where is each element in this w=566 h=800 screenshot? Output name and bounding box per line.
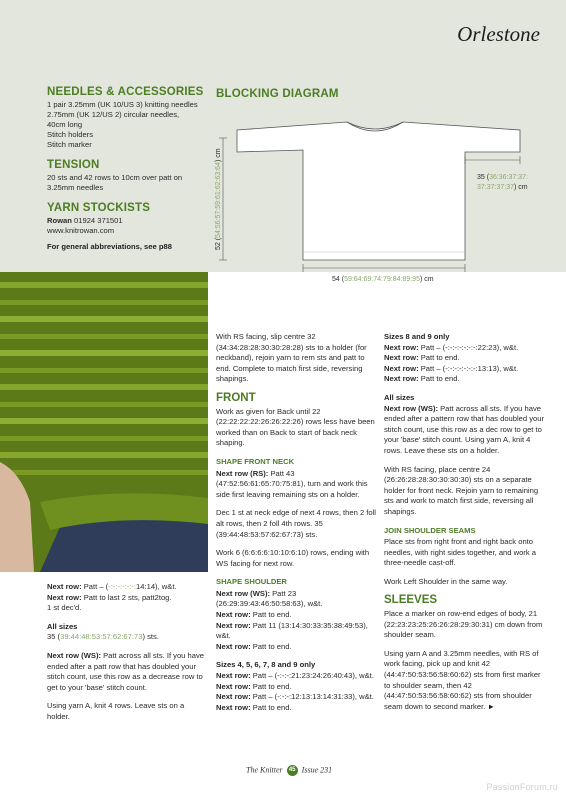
page-footer — [246, 765, 332, 776]
width-label: 54 (59:64:69:74:79:84:89:95) cm — [332, 276, 434, 283]
instruction-block: Using yarn A, knit 4 rows. Leave sts on a holder. — [47, 701, 185, 721]
yarn-phone: 01924 371501 — [74, 216, 123, 225]
watermark: PassionForum.ru — [486, 782, 558, 792]
blocking-diagram-heading: BLOCKING DIAGRAM — [216, 88, 339, 100]
instruction-block: Next row (RS): Patt 43 (47:52:56:61:65:70:75:81), turn and work this side first leaving remaining sts on a holder. — [216, 468, 368, 499]
tension-line: 3.25mm needles — [47, 183, 104, 192]
column-1 — [47, 582, 207, 731]
instruction-block: Next row (WS): Patt across all sts. If you have ended after a patt row that has doubled your stitch count, use this row as a decrease row to get to your 'base' stitch count. — [47, 650, 204, 692]
join-shoulder-heading: JOIN SHOULDER SEAMS — [384, 525, 476, 535]
instruction-block: Next row (WS): Patt 23 (26:29:39:43:46:50:58:63), w&t. Next row: Patt to end. Next row: Patt 11 (13:14:30:33:35:38:49:53), w&t. Next row: Patt to end. — [216, 588, 368, 651]
issue-number: Issue 231 — [301, 765, 333, 775]
instruction-block: Place a marker on row-end edges of body, 21 (22:23:23:25:26:26:28:29:30:31) cm down from shoulder seam. — [384, 609, 543, 640]
needles-line: 1 pair 3.25mm (UK 10/US 3) knitting needles — [47, 100, 198, 109]
instruction-block: Work Left Shoulder in the same way. — [384, 576, 508, 586]
front-heading: FRONT — [216, 391, 256, 404]
column-3 — [384, 332, 544, 720]
instruction-block: Using yarn A and 3.25mm needles, with RS of work facing, pick up and knit 42 (44:47:50:53:56:58:60:62) sts from first marker to shoulder seam, then 42 (44:47:50:53:56:58:60:62) sts from shoulder seam down to second marker. ► — [384, 648, 541, 711]
height-label: 52 (54:56:57:59:61:62:63:64) cm — [215, 148, 222, 250]
sweater-photo — [0, 272, 208, 572]
needles-line: 40cm long — [47, 120, 83, 129]
sleeve-label: 35 (36:36:37:37: — [477, 174, 528, 181]
yarn-section — [47, 202, 212, 251]
instruction-block: Next row: Patt – (-:-:-:-:-:-:14:14), w&t. Next row: Patt to last 2 sts, patt2tog. 1 st dec'd. — [47, 582, 177, 613]
sizes-heading: Sizes 4, 5, 6, 7, 8 and 9 only — [216, 660, 316, 670]
sizes-8-9-heading: Sizes 8 and 9 only — [384, 332, 450, 341]
continue-arrow-icon: ► — [487, 701, 495, 711]
page-number: 45 — [287, 765, 298, 776]
yarn-brand-line — [47, 216, 212, 226]
tension-section — [47, 159, 212, 193]
instruction-block: Work as given for Back until 22 (22:22:22:22:26:26:22:26) rows less have been worked than on Back to start of back neck shaping. — [216, 406, 375, 448]
instruction-block: Next row: Patt – (-:-:-:-:-:-:-:22:23), w&t. Next row: Patt to end. Next row: Patt – (-:-:-:-:-:-:-:13:13), w&t. Next row: Patt to end. — [384, 342, 519, 384]
yarn-heading: YARN STOCKISTS — [47, 202, 151, 214]
instruction-block: With RS facing, place centre 24 (26:26:28:28:30:30:30:30) sts on a separate holder for front neck. Rejoin yarn to remaining sts and work to match first side, reversing all shapings. — [384, 464, 539, 516]
needles-section — [47, 86, 212, 150]
sleeve-label-2: 37:37:37:37) cm — [477, 184, 528, 191]
needles-line: Stitch holders — [47, 130, 94, 139]
instruction-block: Place sts from right front and right back onto needles, with right sides together, and work a three-needle cast-off. — [384, 537, 536, 568]
sleeves-heading: SLEEVES — [384, 594, 438, 607]
tension-line: 20 sts and 42 rows to 10cm over patt on — [47, 173, 183, 182]
magazine-name: The Knitter — [246, 765, 283, 775]
shape-front-neck-heading: SHAPE FRONT NECK — [216, 456, 295, 466]
needles-line: Stitch marker — [47, 140, 92, 149]
instruction-block: Next row (WS): Patt across all sts. If you have ended after a pattern row that has doubled your stitch count, use this row as a dec row to get to your 'base' stitch count. Using yarn A, knit 4 rows. Leave these sts on a holder. — [384, 403, 544, 455]
yarn-website[interactable]: www.knitrowan.com — [47, 226, 115, 235]
blocking-diagram — [200, 100, 550, 290]
instruction-block: Work 6 (6:6:6:6:10:10:6:10) rows, ending with WS facing for next row. — [216, 548, 370, 568]
tension-heading: TENSION — [47, 159, 100, 171]
shape-shoulder-heading: SHAPE SHOULDER — [216, 577, 287, 587]
sweater-outline — [237, 122, 520, 260]
instruction-block: With RS facing, slip centre 32 (34:34:28:28:30:30:28:28) sts to a holder (for neckband), rejoin yarn to rem sts and patt to end. Complete to match first side, reversing shapings. — [216, 332, 367, 384]
instruction-block: All sizes 35 (39:44:48:53:57:62:67:73) sts. — [47, 621, 159, 642]
needles-heading: NEEDLES & ACCESSORIES — [47, 86, 204, 98]
yarn-brand: Rowan — [47, 216, 72, 225]
abbreviations-note: For general abbreviations, see p88 — [47, 242, 172, 251]
needles-line: 2.75mm (UK 12/US 2) circular needles, — [47, 110, 180, 119]
pattern-title: Orlestone — [457, 22, 540, 46]
instruction-block: Dec 1 st at neck edge of next 4 rows, then 2 foll alt rows, then 2 foll 4th rows. 35 (39:44:48:53:57:62:67:73) sts. — [216, 508, 376, 539]
instruction-block: Next row: Patt – (-:-:-:21:23:24:26:40:43), w&t. Next row: Patt to end. Next row: Patt – (-:-:-:12:13:13:14:31:33), w&t. Next row: Patt to end. — [216, 671, 374, 712]
materials-panel — [47, 86, 212, 260]
all-sizes-heading: All sizes — [384, 392, 415, 402]
column-2 — [216, 332, 376, 721]
